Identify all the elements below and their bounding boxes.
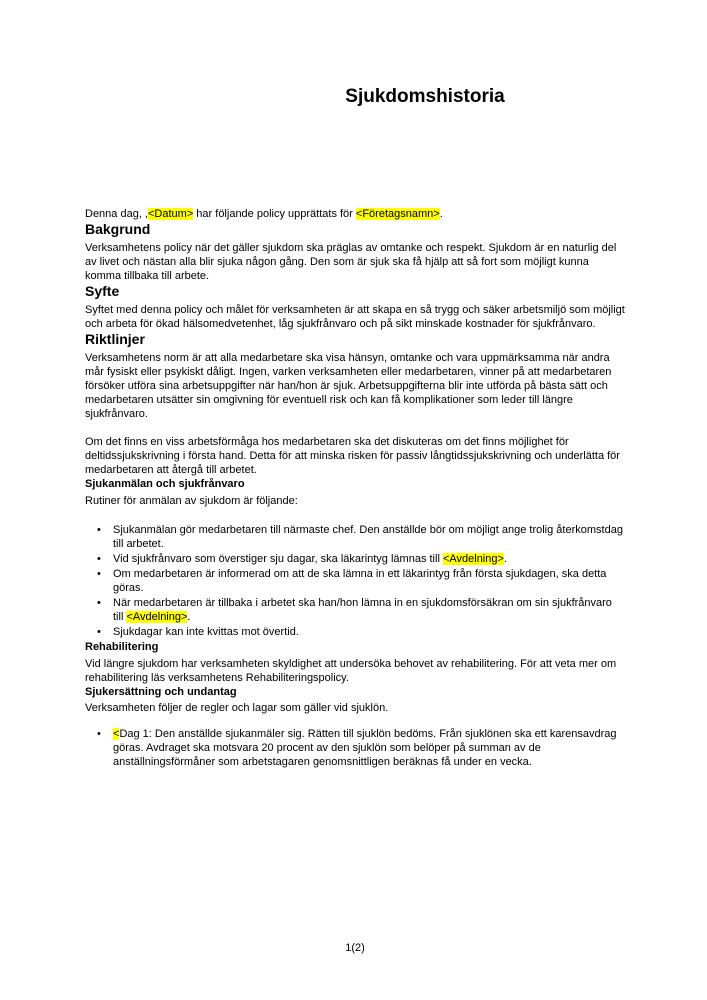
list-item xyxy=(85,523,625,551)
bullet-icon: • xyxy=(97,553,101,565)
bullet-icon: • xyxy=(97,728,101,740)
list-item-text: Om medarbetaren är informerad om att de ska lämna in ett läkarintyg från första sjukdagen, ska detta göras. xyxy=(113,568,607,594)
document-title: Sjukdomshistoria xyxy=(345,86,505,107)
intro-text-mid: har följande policy upprättats för xyxy=(193,208,356,220)
section-body-sjukersattning: Verksamheten följer de regler och lagar som gäller vid sjuklön. xyxy=(85,702,389,714)
company-name-placeholder: <Företagsnamn> xyxy=(355,208,440,220)
avdelning-placeholder: <Avdelning> xyxy=(442,553,504,565)
datum-placeholder: <Datum> xyxy=(148,208,194,220)
page-number: 1(2) xyxy=(345,942,365,954)
list-item-text: Dag 1: Den anställde sjukanmäler sig. Rätten till sjuklön bedöms. Från sjuklönen ska ett karensavdrag göras. Avdraget ska motsvara 20 procent av den sjuklön som belöper på summan av de anställningsförmåner som arbetstagaren genomsnittligen beräknas få under en vecka. xyxy=(113,728,617,768)
section-body-bakgrund: Verksamhetens policy när det gäller sjukdom ska präglas av omtanke och respekt. Sjukdom är en naturlig del av livet och nästan alla blir sjuka någon gång. Den som är sjuk ska få hjälp att så fort som möjligt kunna komma tillbaka till arbete. xyxy=(85,242,617,282)
routine-bullet-list xyxy=(85,523,625,639)
intro-paragraph xyxy=(85,207,625,221)
list-item xyxy=(85,567,625,595)
list-item xyxy=(85,552,625,566)
section-heading-syfte: Syfte xyxy=(85,283,120,299)
list-item-text: När medarbetaren är tillbaka i arbetet ska han/hon lämna in en sjukdomsförsäkran om sin sjukfrånvaro till xyxy=(113,597,612,623)
list-item-text: . xyxy=(503,553,507,565)
bullet-icon: • xyxy=(97,626,101,638)
section-body-syfte: Syftet med denna policy och målet för verksamheten är att skapa en så trygg och säker arbetsmiljö som möjligt och arbeta för ökad hälsomedvetenhet, låg sjukfrånvaro och på sikt minskade kostnader för sjukfrånvaro. xyxy=(85,304,625,330)
subheading-rehabilitering: Rehabilitering xyxy=(85,641,159,653)
avdelning-placeholder: <Avdelning> xyxy=(126,611,188,623)
list-item xyxy=(85,727,625,769)
section-body-riktlinjer-1: Verksamhetens norm är att alla medarbetare ska visa hänsyn, omtanke och vara uppmärksamma när andra mår fysiskt eller psykiskt dåligt. Ingen, varken verksamheten eller medarbetaren, vinner på att medarbetaren försöker utföra sina arbetsuppgifter när han/hon är sjuk. Arbetsuppgifterna blir inte utförda på bästa sätt och medarbetaren utsätter sin omgivning för eventuell risk och kan få komplikationer som leder till längre sjukfrånvaro. xyxy=(85,352,612,420)
list-item-text: Sjukdagar kan inte kvittas mot övertid. xyxy=(113,626,299,638)
sjukersattning-bullet-list xyxy=(85,727,625,769)
subheading-sjukersattning: Sjukersättning och undantag xyxy=(85,686,237,698)
routines-intro: Rutiner för anmälan av sjukdom är följande: xyxy=(85,495,298,507)
section-body-riktlinjer-2: Om det finns en viss arbetsförmåga hos medarbetaren ska det diskuteras om det finns möjlighet för deltidssjukskrivning i första hand. Detta för att minska risken för passiv långtidssjukskrivning och underlätta för medarbetaren att återgå till arbetet. xyxy=(85,436,620,476)
intro-text-post: . xyxy=(439,208,443,220)
list-item xyxy=(85,625,625,639)
bullet-icon: • xyxy=(97,568,101,580)
intro-text-pre: Denna dag, , xyxy=(85,208,148,220)
dag1-placeholder-bracket: < xyxy=(113,728,120,740)
section-heading-bakgrund: Bakgrund xyxy=(85,221,151,237)
list-item-text: Vid sjukfrånvaro som överstiger sju dagar, ska läkarintyg lämnas till xyxy=(113,553,443,565)
list-item-text: . xyxy=(187,611,191,623)
section-body-rehabilitering: Vid längre sjukdom har verksamheten skyldighet att undersöka behovet av rehabilitering. För att veta mer om rehabilitering läs verksamhetens Rehabiliteringspolicy. xyxy=(85,658,617,684)
bullet-icon: • xyxy=(97,597,101,609)
list-item xyxy=(85,596,625,624)
section-heading-riktlinjer: Riktlinjer xyxy=(85,331,145,347)
bullet-icon: • xyxy=(97,524,101,536)
subheading-sjukanmalan: Sjukanmälan och sjukfrånvaro xyxy=(85,478,245,490)
list-item-text: Sjukanmälan gör medarbetaren till närmaste chef. Den anställde bör om möjligt ange trolig återkomstdag till arbetet. xyxy=(113,524,623,550)
